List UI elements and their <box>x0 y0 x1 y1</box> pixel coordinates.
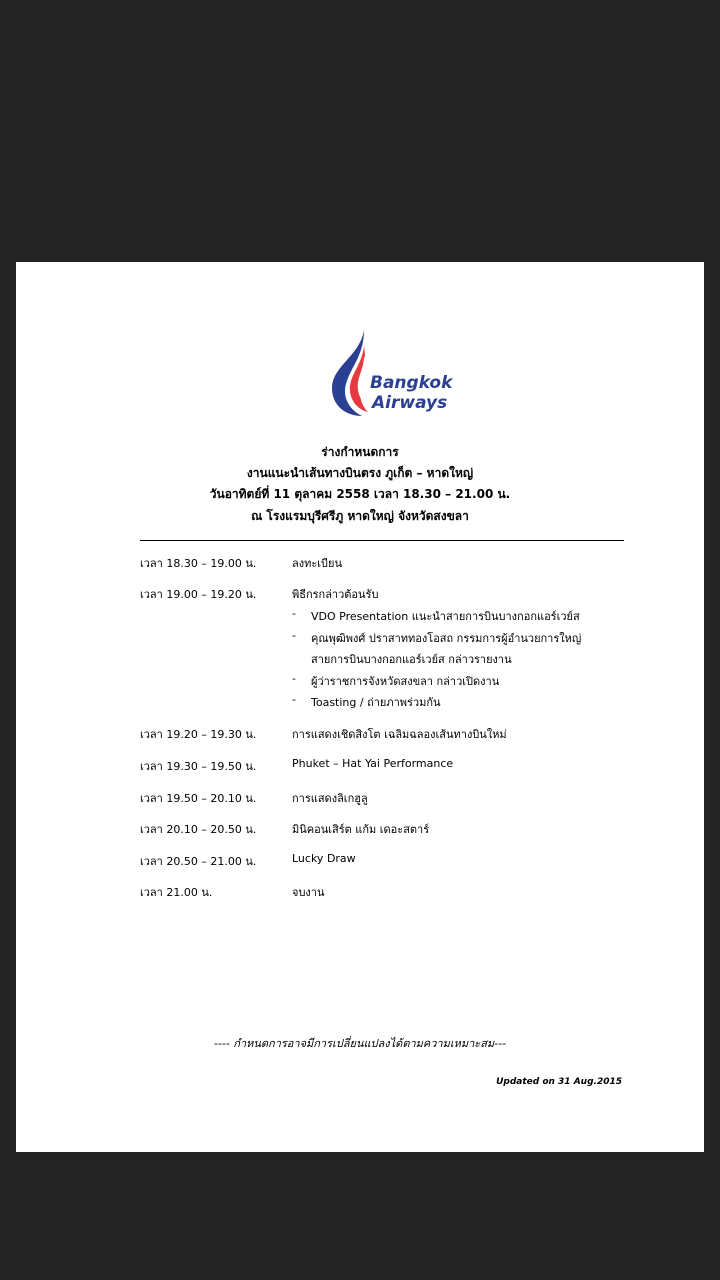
sub-item: Toasting / ถ่ายภาพร่วมกัน <box>311 696 441 709</box>
schedule-time: เวลา 19.00 – 19.20 น. <box>140 588 257 601</box>
sub-item: คุณพุฒิพงศ์ ปราสาททองโอสถ กรรมการผู้อำนวยการใหญ่ <box>311 632 582 645</box>
sub-item-marker: - <box>292 629 296 642</box>
schedule-note: ---- กำหนดการอาจมีการเปลี่ยนแปลงได้ตามความเหมาะสม--- <box>213 1037 507 1050</box>
event-name: งานแนะนำเส้นทางบินตรง ภูเก็ต – หาดใหญ่ <box>246 466 474 480</box>
document-title: ร่างกำหนดการ <box>321 445 399 459</box>
svg-text:Bangkok: Bangkok <box>370 373 453 393</box>
schedule-time: เวลา 21.00 น. <box>140 886 213 899</box>
schedule-item: Phuket – Hat Yai Performance <box>292 757 454 770</box>
schedule-time: เวลา 19.50 – 20.10 น. <box>140 792 257 805</box>
schedule-item: จบงาน <box>292 886 325 899</box>
schedule-time: เวลา 20.50 – 21.00 น. <box>140 855 257 868</box>
logo-flame-icon <box>326 326 453 422</box>
schedule-item: มินิคอนเสิร์ต แก้ม เดอะสตาร์ <box>292 823 430 836</box>
schedule-item: การแสดงลิเกฮูลู <box>292 792 368 805</box>
schedule-item: การแสดงเชิดสิงโต เฉลิมฉลองเส้นทางบินใหม่ <box>292 728 507 741</box>
document-page <box>16 262 704 1152</box>
schedule-item: Lucky Draw <box>292 852 356 865</box>
event-date: วันอาทิตย์ที่ 11 ตุลาคม 2558 เวลา 18.30 – 21.00 น. <box>209 487 511 501</box>
bangkok-airways-logo <box>326 326 453 422</box>
schedule-item: พิธีกรกล่าวต้อนรับ <box>292 588 379 601</box>
updated-date: Updated on 31 Aug.2015 <box>496 1077 622 1087</box>
sub-item-marker: - <box>292 693 296 706</box>
sub-item-marker: - <box>292 672 296 685</box>
sub-item: VDO Presentation แนะนำสายการบินบางกอกแอร์เวย์ส <box>311 610 580 623</box>
sub-item: ผู้ว่าราชการจังหวัดสงขลา กล่าวเปิดงาน <box>311 675 500 688</box>
event-venue: ณ โรงแรมบุรีศรีภู หาดใหญ่ จังหวัดสงขลา <box>251 509 469 523</box>
schedule-time: เวลา 20.10 – 20.50 น. <box>140 823 257 836</box>
sub-item-continuation: สายการบินบางกอกแอร์เวย์ส กล่าวรายงาน <box>311 653 512 666</box>
svg-text:Airways: Airways <box>372 393 448 413</box>
schedule-time: เวลา 18.30 – 19.00 น. <box>140 557 257 570</box>
sub-item-marker: - <box>292 607 296 620</box>
schedule-item: ลงทะเบียน <box>292 557 342 570</box>
schedule-time: เวลา 19.30 – 19.50 น. <box>140 760 257 773</box>
schedule-time: เวลา 19.20 – 19.30 น. <box>140 728 257 741</box>
divider <box>140 540 624 541</box>
